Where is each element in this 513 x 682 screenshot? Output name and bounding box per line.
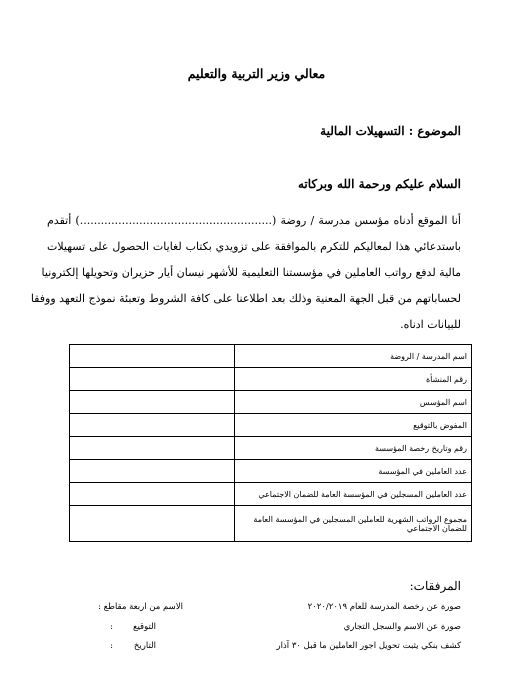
signature-name-label: الاسم من اربعة مقاطع : [98,602,183,612]
subject-line: الموضوع : التسهيلات المالية [320,124,461,138]
attachments-title: المرفقات: [409,579,461,593]
table-row [70,414,472,437]
addressee-heading: معالي وزير التربية والتعليم [187,66,326,81]
body-line-2: باستدعائي هذا لمعاليكم للتكرم بالموافقة على تزويدي بكتاب لغايات الحصول على تسهيلات [47,240,461,253]
row-label: مجموع الرواتب الشهرية للعاملين المسجلين في المؤسسة العامة للضمان الاجتماعي [235,506,472,542]
signature-sign-colon: : [110,622,113,632]
row-label: عدد العاملين المسجلين في المؤسسة العامة للضمان الاجتماعي [235,483,472,506]
table-row [70,460,472,483]
body-line-4: لحساباتهم من قبل الجهة المعنية وذلك بعد اطلاعنا على كافة الشروط وتعبئة نموذج التعهد ووفقا [30,292,461,305]
row-label: عدد العاملين في المؤسسة [235,460,472,483]
row-value-field[interactable] [70,506,235,542]
row-label: رقم المنشأة [235,368,472,391]
row-label: رقم وتاريخ رخصة المؤسسة [235,437,472,460]
attachment-item-1: صورة عن رخصة المدرسة للعام ٢٠٢٠/٢٠١٩ [307,602,461,612]
table-row [70,368,472,391]
body-line-1: أنا الموقع أدناه مؤسس مدرسة / روضة (.......................................................) أتقدم [47,214,461,227]
body-line-3: مالية لدفع رواتب العاملين في مؤسستنا التعليمية للأشهر نيسان أيار حزيران وتحويلها إلكترونيا [41,266,461,279]
table-row [70,345,472,368]
signature-sign-label: التوقيع [132,622,156,632]
attachment-item-2: صورة عن الاسم والسجل التجاري [343,622,461,632]
table-row [70,391,472,414]
row-value-field[interactable] [70,437,235,460]
table-row [70,506,472,542]
signature-date-colon: : [110,641,113,651]
row-value-field[interactable] [70,368,235,391]
attachment-item-3: كشف بنكي يثبت تحويل اجور العاملين ما قبل ٣٠ آذار [276,641,461,651]
greeting-line: السلام عليكم ورحمة الله وبركاته [297,177,461,191]
row-value-field[interactable] [70,414,235,437]
row-value-field[interactable] [70,460,235,483]
signature-date-label: التاريخ [133,641,156,651]
row-value-field[interactable] [70,483,235,506]
row-label: اسم المؤسس [235,391,472,414]
row-label: اسم المدرسة / الروضة [235,345,472,368]
row-value-field[interactable] [70,391,235,414]
table-row [70,437,472,460]
row-value-field[interactable] [70,345,235,368]
info-table [69,344,472,542]
table-row [70,483,472,506]
row-label: المفوض بالتوقيع [235,414,472,437]
body-line-5: للبيانات ادناه. [400,318,461,331]
